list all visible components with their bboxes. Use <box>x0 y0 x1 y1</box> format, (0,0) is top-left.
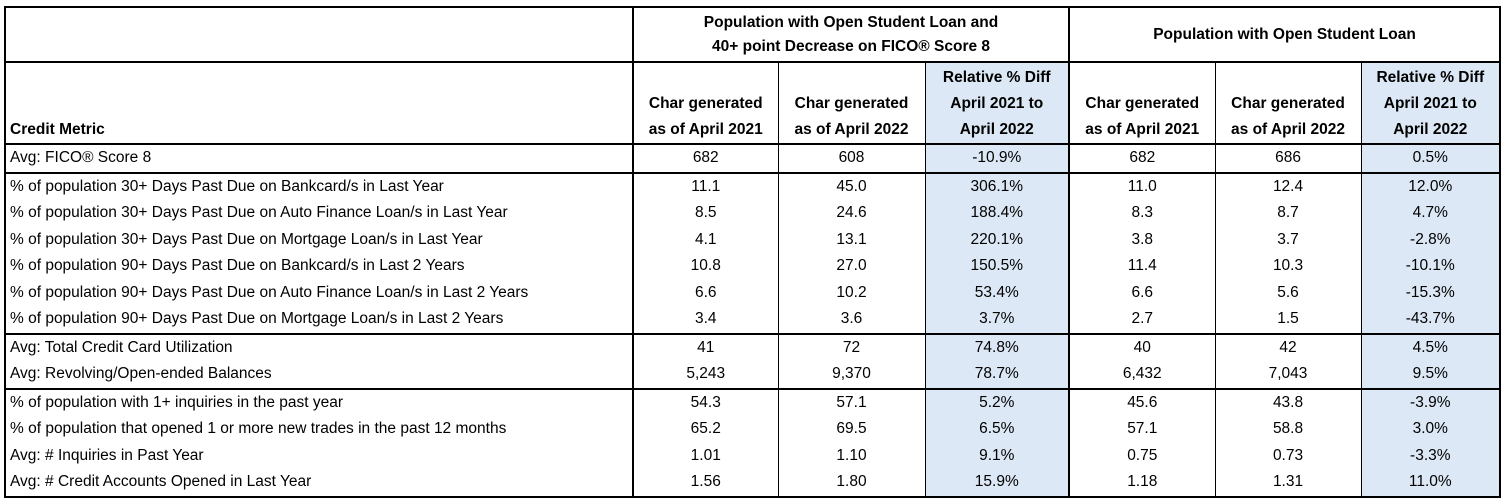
diff-cell: 3.0% <box>1361 416 1500 443</box>
value-cell: 54.3 <box>633 389 778 417</box>
value-cell: 2.7 <box>1069 306 1215 334</box>
value-cell: 0.75 <box>1069 443 1215 470</box>
value-cell: 1.18 <box>1069 469 1215 497</box>
value-cell: 27.0 <box>778 253 925 280</box>
metric-cell: % of population 30+ Days Past Due on Mortgage Loan/s in Last Year <box>5 227 633 254</box>
table-row <box>5 144 1500 173</box>
metric-cell: Avg: Revolving/Open-ended Balances <box>5 361 633 389</box>
value-cell: 42 <box>1215 334 1361 362</box>
table-row <box>5 334 1500 362</box>
column-header-line: Char generated <box>1085 95 1200 112</box>
diff-cell: 15.9% <box>925 469 1069 497</box>
diff-cell: 9.5% <box>1361 361 1500 389</box>
metric-cell: % of population 30+ Days Past Due on Bankcard/s in Last Year <box>5 173 633 201</box>
table-row <box>5 227 1500 254</box>
metric-cell: % of population 30+ Days Past Due on Auto Finance Loan/s in Last Year <box>5 200 633 227</box>
value-cell: 1.5 <box>1215 306 1361 334</box>
table-row <box>5 389 1500 417</box>
value-cell: 10.3 <box>1215 253 1361 280</box>
value-cell: 7,043 <box>1215 361 1361 389</box>
table-row <box>5 306 1500 334</box>
value-cell: 608 <box>778 144 925 173</box>
value-cell: 5.6 <box>1215 280 1361 307</box>
value-cell: 57.1 <box>778 389 925 417</box>
diff-cell: -2.8% <box>1361 227 1500 254</box>
diff-cell: 3.7% <box>925 306 1069 334</box>
group-header-row <box>5 7 1500 62</box>
metric-cell: Avg: FICO® Score 8 <box>5 144 633 173</box>
value-cell: 5,243 <box>633 361 778 389</box>
column-header-line: April 2022 <box>1393 121 1468 138</box>
column-header-g2-diff <box>1361 62 1500 144</box>
value-cell: 1.56 <box>633 469 778 497</box>
diff-cell: 74.8% <box>925 334 1069 362</box>
column-header-line: April 2021 to <box>1383 95 1477 112</box>
value-cell: 65.2 <box>633 416 778 443</box>
value-cell: 69.5 <box>778 416 925 443</box>
value-cell: 45.6 <box>1069 389 1215 417</box>
group-header-declining <box>633 7 1069 62</box>
value-cell: 682 <box>633 144 778 173</box>
value-cell: 3.4 <box>633 306 778 334</box>
column-header-line: April 2021 to <box>950 95 1044 112</box>
column-header-row <box>5 62 1500 144</box>
metric-cell: % of population 90+ Days Past Due on Auto Finance Loan/s in Last 2 Years <box>5 280 633 307</box>
diff-cell: 53.4% <box>925 280 1069 307</box>
column-header-g2-2022 <box>1215 62 1361 144</box>
value-cell: 45.0 <box>778 173 925 201</box>
diff-cell: 4.7% <box>1361 200 1500 227</box>
metric-cell: Avg: # Inquiries in Past Year <box>5 443 633 470</box>
column-header-line: Relative % Diff <box>942 69 1051 86</box>
diff-cell: -15.3% <box>1361 280 1500 307</box>
value-cell: 12.4 <box>1215 173 1361 201</box>
column-header-g1-2022 <box>778 62 925 144</box>
metric-cell: % of population 90+ Days Past Due on Mortgage Loan/s in Last 2 Years <box>5 306 633 334</box>
metric-cell: Avg: Total Credit Card Utilization <box>5 334 633 362</box>
value-cell: 41 <box>633 334 778 362</box>
column-header-metric: Credit Metric <box>5 62 633 144</box>
value-cell: 3.6 <box>778 306 925 334</box>
diff-cell: -3.3% <box>1361 443 1500 470</box>
column-header-line: as of April 2021 <box>648 121 763 138</box>
metric-cell: Avg: # Credit Accounts Opened in Last Year <box>5 469 633 497</box>
column-header-g1-diff <box>925 62 1069 144</box>
table-row <box>5 443 1500 470</box>
diff-cell: 9.1% <box>925 443 1069 470</box>
column-header-line: Char generated <box>648 95 763 112</box>
table-row <box>5 253 1500 280</box>
diff-cell: 150.5% <box>925 253 1069 280</box>
diff-cell: 11.0% <box>1361 469 1500 497</box>
table-row <box>5 416 1500 443</box>
column-header-line: Relative % Diff <box>1376 69 1485 86</box>
column-header-g1-2021 <box>633 62 778 144</box>
table-row <box>5 280 1500 307</box>
diff-cell: 0.5% <box>1361 144 1500 173</box>
value-cell: 9,370 <box>778 361 925 389</box>
group-header-all: Population with Open Student Loan <box>1069 7 1500 62</box>
value-cell: 72 <box>778 334 925 362</box>
value-cell: 10.2 <box>778 280 925 307</box>
metric-cell: % of population with 1+ inquiries in the past year <box>5 389 633 417</box>
diff-cell: 306.1% <box>925 173 1069 201</box>
value-cell: 10.8 <box>633 253 778 280</box>
value-cell: 8.5 <box>633 200 778 227</box>
diff-cell: 12.0% <box>1361 173 1500 201</box>
group-header-declining-line1: Population with Open Student Loan and <box>703 13 999 31</box>
diff-cell: -43.7% <box>1361 306 1500 334</box>
diff-cell: 78.7% <box>925 361 1069 389</box>
value-cell: 3.8 <box>1069 227 1215 254</box>
column-header-line: as of April 2022 <box>794 121 909 138</box>
value-cell: 1.80 <box>778 469 925 497</box>
table-row <box>5 361 1500 389</box>
value-cell: 8.3 <box>1069 200 1215 227</box>
value-cell: 4.1 <box>633 227 778 254</box>
value-cell: 1.01 <box>633 443 778 470</box>
value-cell: 6,432 <box>1069 361 1215 389</box>
column-header-line: as of April 2022 <box>1231 121 1346 138</box>
value-cell: 8.7 <box>1215 200 1361 227</box>
value-cell: 11.4 <box>1069 253 1215 280</box>
diff-cell: 220.1% <box>925 227 1069 254</box>
table-row <box>5 469 1500 497</box>
metric-cell: % of population that opened 1 or more new trades in the past 12 months <box>5 416 633 443</box>
diff-cell: -10.1% <box>1361 253 1500 280</box>
value-cell: 43.8 <box>1215 389 1361 417</box>
value-cell: 686 <box>1215 144 1361 173</box>
column-header-line: as of April 2021 <box>1085 121 1200 138</box>
value-cell: 6.6 <box>1069 280 1215 307</box>
table-row <box>5 173 1500 201</box>
value-cell: 58.8 <box>1215 416 1361 443</box>
value-cell: 11.1 <box>633 173 778 201</box>
value-cell: 24.6 <box>778 200 925 227</box>
value-cell: 1.10 <box>778 443 925 470</box>
value-cell: 3.7 <box>1215 227 1361 254</box>
column-header-line: Char generated <box>1231 95 1345 112</box>
diff-cell: 5.2% <box>925 389 1069 417</box>
value-cell: 40 <box>1069 334 1215 362</box>
value-cell: 11.0 <box>1069 173 1215 201</box>
group-header-declining-line2: 40+ point Decrease on FICO® Score 8 <box>712 37 991 55</box>
column-header-g2-2021 <box>1069 62 1215 144</box>
diff-cell: 6.5% <box>925 416 1069 443</box>
group-header-blank <box>5 7 633 62</box>
table-row <box>5 200 1500 227</box>
metric-cell: % of population 90+ Days Past Due on Bankcard/s in Last 2 Years <box>5 253 633 280</box>
column-header-line: April 2022 <box>959 121 1034 138</box>
value-cell: 57.1 <box>1069 416 1215 443</box>
column-header-line: Char generated <box>794 95 909 112</box>
diff-cell: 4.5% <box>1361 334 1500 362</box>
value-cell: 682 <box>1069 144 1215 173</box>
diff-cell: 188.4% <box>925 200 1069 227</box>
value-cell: 13.1 <box>778 227 925 254</box>
value-cell: 1.31 <box>1215 469 1361 497</box>
diff-cell: -3.9% <box>1361 389 1500 417</box>
value-cell: 6.6 <box>633 280 778 307</box>
diff-cell: -10.9% <box>925 144 1069 173</box>
value-cell: 0.73 <box>1215 443 1361 470</box>
credit-metrics-table <box>4 6 1501 498</box>
